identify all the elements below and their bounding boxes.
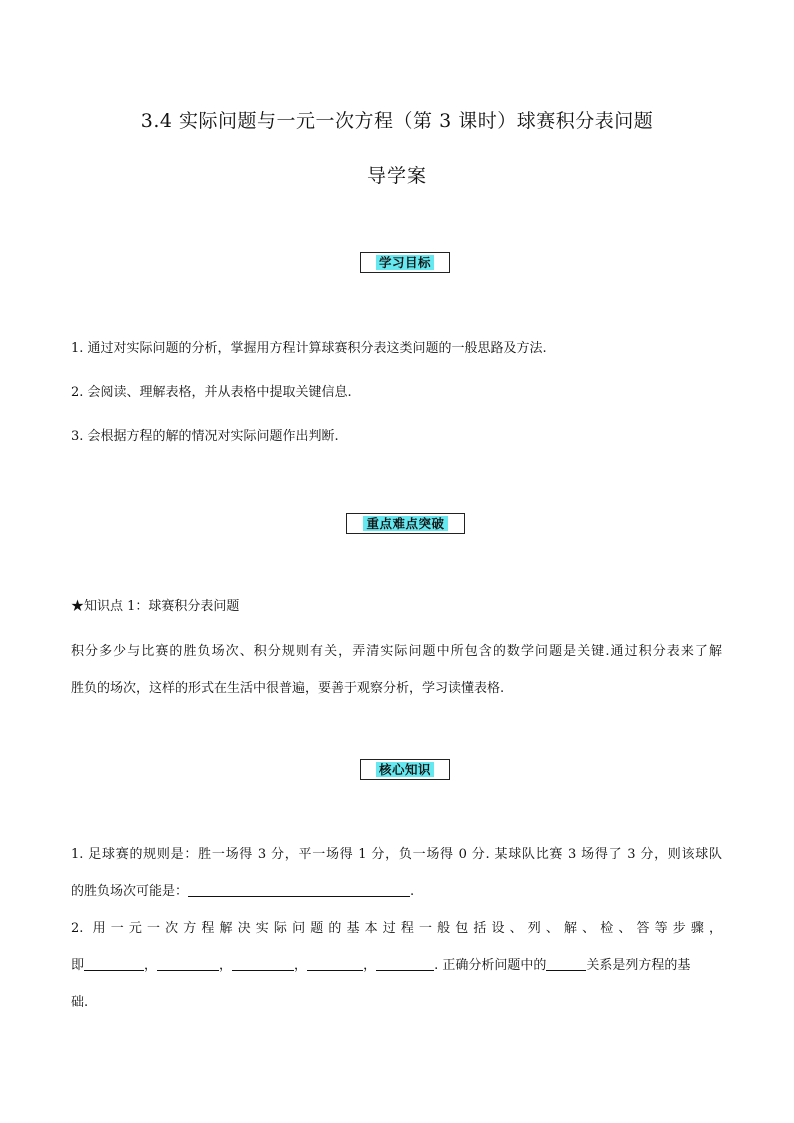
section-heading-core bbox=[360, 759, 450, 780]
question-2-line-1: 2. 用一元一次方程解决实际问题的基本过程一般包括设、列、解、检、答等步骤， bbox=[71, 921, 722, 936]
question-2-line-3: 础. bbox=[71, 995, 89, 1010]
question-2 bbox=[71, 910, 722, 1021]
question-1-suffix: . bbox=[410, 884, 415, 899]
knowledge-point-line-1: 积分多少与比赛的胜负场次、积分规则有关，弄清实际问题中所包含的数学问题是关键.通过积分表来了解 bbox=[71, 644, 722, 659]
goal-item-3: 3. 会根据方程的解的情况对实际问题作出判断. bbox=[71, 429, 339, 444]
goal-item-2: 2. 会阅读、理解表格，并从表格中提取关键信息. bbox=[71, 385, 352, 400]
question-2-line-2 bbox=[71, 947, 722, 984]
section-heading-goals-label: 学习目标 bbox=[376, 255, 434, 270]
knowledge-point-line-2: 胜负的场次，这样的形式在生活中很普遍，要善于观察分析，学习读懂表格. bbox=[71, 681, 505, 696]
knowledge-point-title: ★知识点 1：球赛积分表问题 bbox=[71, 599, 240, 614]
question-1 bbox=[71, 836, 722, 910]
section-heading-key-points-label: 重点难点突破 bbox=[363, 516, 447, 531]
section-heading-goals bbox=[360, 252, 450, 273]
question-1-line-2 bbox=[71, 873, 722, 910]
answer-blank-step-2[interactable] bbox=[157, 957, 219, 971]
answer-blank-step-1[interactable] bbox=[84, 957, 144, 971]
goal-item-1: 1. 通过对实际问题的分析，掌握用方程计算球赛积分表这类问题的一般思路及方法. bbox=[71, 341, 547, 356]
question-1-line-1: 1. 足球赛的规则是：胜一场得 3 分，平一场得 1 分，负一场得 0 分. 某球队比赛 3 场得了 3 分，则该球队 bbox=[71, 847, 722, 862]
question-2-end: 关系是列方程的基 bbox=[586, 958, 691, 973]
answer-blank-step-4[interactable] bbox=[307, 957, 363, 971]
separator: ， bbox=[219, 958, 233, 973]
answer-blank-1[interactable] bbox=[188, 883, 410, 897]
answer-blank-step-3[interactable] bbox=[232, 957, 294, 971]
question-1-prefix: 的胜负场次可能是： bbox=[71, 884, 189, 899]
separator: ， bbox=[363, 958, 377, 973]
answer-blank-relation[interactable] bbox=[546, 957, 586, 971]
separator: ， bbox=[294, 958, 308, 973]
section-heading-core-label: 核心知识 bbox=[376, 762, 434, 777]
document-subtitle: 导学案 bbox=[366, 165, 427, 187]
knowledge-point-paragraph bbox=[71, 633, 722, 707]
section-heading-key-points bbox=[346, 513, 465, 534]
question-2-start: 即 bbox=[71, 958, 85, 973]
answer-blank-step-5[interactable] bbox=[376, 957, 434, 971]
document-title: 3.4 实际问题与一元一次方程（第 3 课时）球赛积分表问题 bbox=[140, 110, 654, 132]
separator: ， bbox=[144, 958, 158, 973]
question-2-mid: . 正确分析问题中的 bbox=[434, 958, 547, 973]
